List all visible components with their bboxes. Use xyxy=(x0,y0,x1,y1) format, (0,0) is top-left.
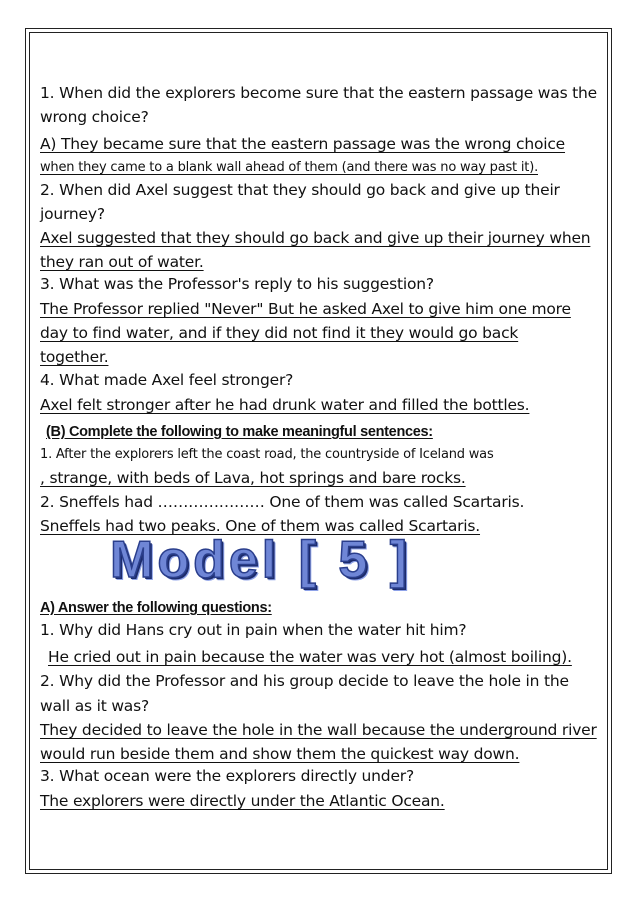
complete-2-prompt: 2. Sneffels had ………………… One of them was called Scartaris. xyxy=(40,493,525,511)
question-1-line-1: 1. When did the explorers become sure that the eastern passage was the xyxy=(40,84,598,102)
complete-2-answer: Sneffels had two peaks. One of them was called Scartaris. xyxy=(40,517,481,535)
question-ocean: 3. What ocean were the explorers directly under? xyxy=(40,767,414,785)
model-heading: Model [ 5 ] xyxy=(110,531,412,589)
complete-1-answer: , strange, with beds of Lava, hot springs and bare rocks. xyxy=(40,469,466,487)
question-1-line-2: wrong choice? xyxy=(40,108,149,126)
answer-3-line-2: day to find water, and if they did not find it they would go back xyxy=(40,324,519,342)
answer-4: Axel felt stronger after he had drunk water and filled the bottles. xyxy=(40,396,530,414)
question-hans: 1. Why did Hans cry out in pain when the water hit him? xyxy=(40,621,467,639)
answer-ocean: The explorers were directly under the Atlantic Ocean. xyxy=(40,792,445,810)
answer-3-line-1: The Professor replied "Never" But he asked Axel to give him one more xyxy=(40,300,571,318)
question-3: 3. What was the Professor's reply to his suggestion? xyxy=(40,275,434,293)
question-2-line-2: journey? xyxy=(40,205,105,223)
answer-1-line-1: A) They became sure that the eastern passage was the wrong choice xyxy=(40,135,566,153)
answer-2-line-2: they ran out of water. xyxy=(40,253,204,271)
section-b-heading: (B) Complete the following to make meaningful sentences: xyxy=(46,424,433,440)
answer-hole-line-2: would run beside them and show them the quickest way down. xyxy=(40,745,520,763)
answer-hole-line-1: They decided to leave the hole in the wall because the underground river xyxy=(40,721,597,739)
section-a-heading: A) Answer the following questions: xyxy=(40,600,272,616)
complete-1-prompt: 1. After the explorers left the coast road, the countryside of Iceland was xyxy=(40,447,494,462)
answer-2-line-1: Axel suggested that they should go back and give up their journey when xyxy=(40,229,591,247)
question-2-line-1: 2. When did Axel suggest that they should go back and give up their xyxy=(40,181,560,199)
question-4: 4. What made Axel feel stronger? xyxy=(40,371,294,389)
answer-3-line-3: together. xyxy=(40,348,109,366)
answer-1-line-2: when they came to a blank wall ahead of them (and there was no way past it). xyxy=(40,160,538,175)
answer-hans: He cried out in pain because the water was very hot (almost boiling). xyxy=(48,648,572,666)
question-hole-line-1: 2. Why did the Professor and his group decide to leave the hole in the xyxy=(40,672,569,690)
question-hole-line-2: wall as it was? xyxy=(40,697,150,715)
